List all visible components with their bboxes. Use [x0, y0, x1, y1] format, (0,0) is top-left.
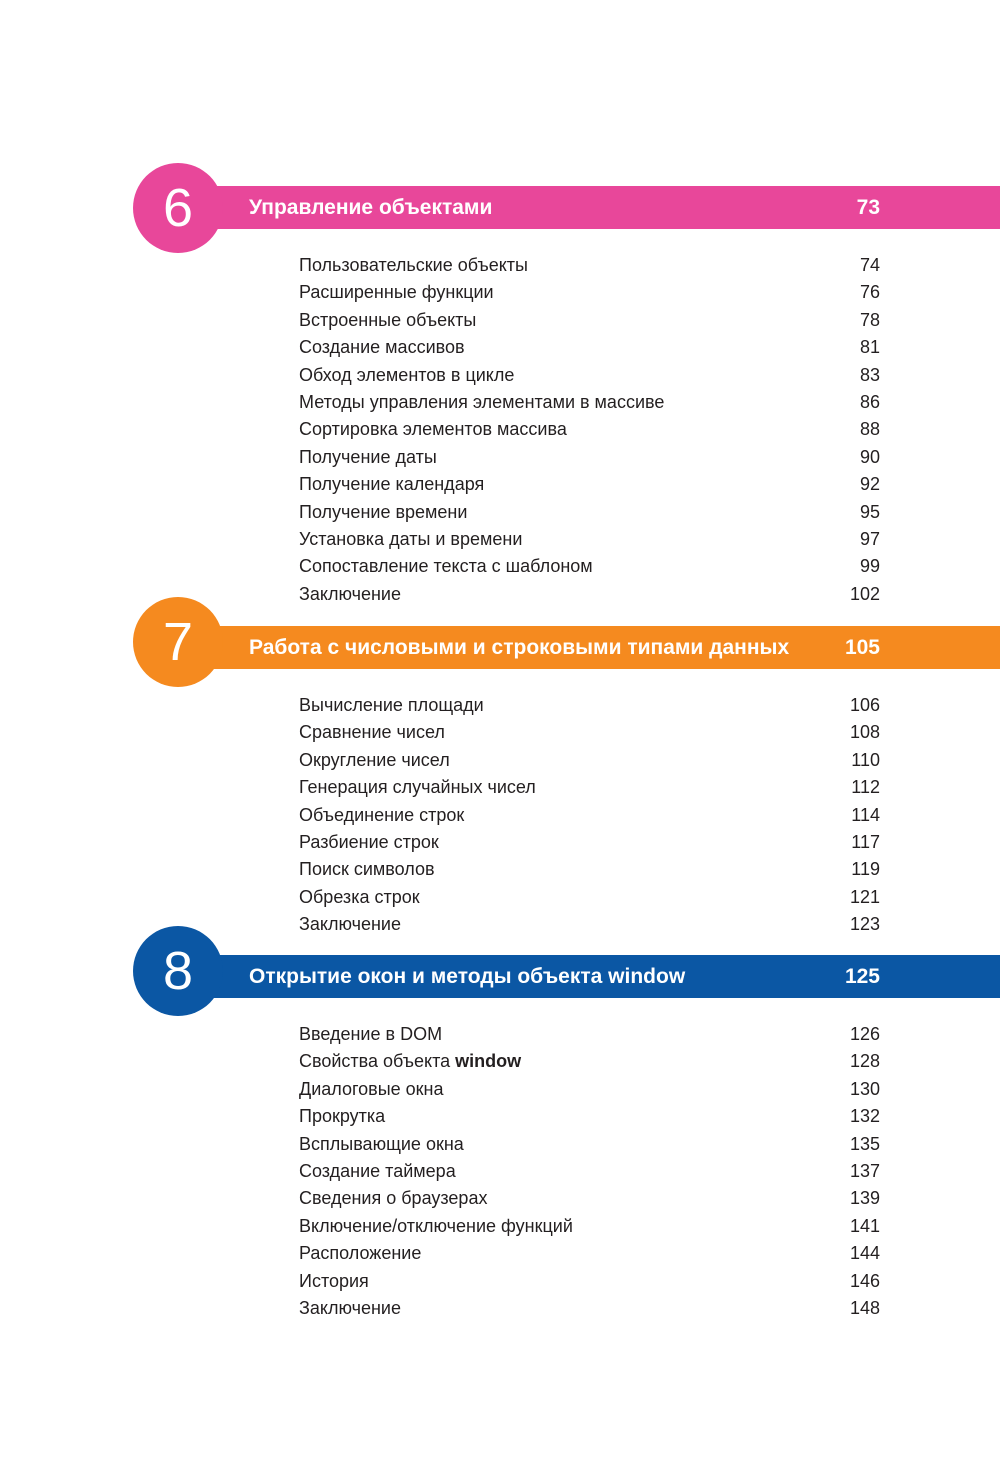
toc-entry[interactable]: [299, 526, 880, 553]
toc-entry[interactable]: [299, 1131, 880, 1158]
entry-page: 108: [849, 722, 880, 743]
toc-entry[interactable]: [299, 279, 880, 306]
entry-title: Создание массивов: [299, 337, 465, 358]
entry-title: Заключение: [299, 914, 401, 935]
entry-page: 88: [859, 419, 880, 440]
entry-page: 99: [859, 556, 880, 577]
toc-entry[interactable]: [299, 829, 880, 856]
entry-title: Методы управления элементами в массиве: [299, 391, 665, 412]
entry-page: 146: [849, 1270, 880, 1291]
toc-entry[interactable]: [299, 1021, 880, 1048]
entry-page: 119: [851, 859, 880, 880]
toc-entry[interactable]: [299, 444, 880, 471]
toc-entry[interactable]: [299, 1076, 880, 1103]
chapter-title[interactable]: Работа с числовыми и строковыми типами данных: [249, 636, 790, 659]
entry-title: Включение/отключение функций: [299, 1215, 573, 1236]
entry-title: Расположение: [299, 1243, 422, 1264]
entry-title: [299, 1048, 521, 1075]
entry-page: 135: [849, 1133, 880, 1154]
entry-title: Поиск символов: [299, 859, 435, 880]
entry-page: 132: [849, 1106, 880, 1127]
toc-entry[interactable]: [299, 362, 880, 389]
entry-page: 137: [849, 1160, 880, 1181]
toc-entry[interactable]: [299, 553, 880, 580]
toc-entry[interactable]: [299, 1240, 880, 1267]
entry-page: 144: [849, 1243, 880, 1264]
toc-entry[interactable]: [299, 802, 880, 829]
entry-title: Обрезка строк: [299, 886, 420, 907]
entry-title: Встроенные объекты: [299, 309, 477, 330]
entry-title: Заключение: [299, 1297, 401, 1318]
entry-title: Прокрутка: [299, 1106, 386, 1127]
entry-page: 106: [849, 695, 880, 715]
toc-entry[interactable]: [299, 252, 880, 279]
chapter-title[interactable]: Открытие окон и методы объекта window: [249, 965, 686, 988]
entry-title: Пользовательские объекты: [299, 255, 528, 275]
entry-page: 97: [859, 528, 880, 549]
entry-title-text: Свойства объекта: [299, 1051, 451, 1072]
toc-entry[interactable]: [299, 499, 880, 526]
entry-page: 76: [859, 282, 880, 303]
toc-entry[interactable]: [299, 884, 880, 911]
chapter-number-badge: 6: [133, 163, 223, 253]
toc-entry[interactable]: [299, 692, 880, 719]
toc-entry[interactable]: [299, 774, 880, 801]
chapter-page-number: 105: [844, 636, 880, 659]
toc-entry[interactable]: [299, 719, 880, 746]
entry-page: 123: [849, 914, 880, 935]
entry-page: 95: [859, 501, 880, 522]
toc-entry[interactable]: [299, 334, 880, 361]
entry-title: Сравнение чисел: [299, 722, 445, 743]
toc-entry[interactable]: [299, 1158, 880, 1185]
entry-title: Получение времени: [299, 501, 468, 522]
entry-title: Вычисление площади: [299, 695, 484, 715]
toc-entry[interactable]: [299, 1295, 880, 1322]
entry-title: Округление чисел: [299, 749, 450, 770]
chapter-7-entries: [299, 692, 880, 939]
entry-title: Введение в DOM: [299, 1024, 443, 1044]
toc-entry[interactable]: [299, 856, 880, 883]
entry-title: Объединение строк: [299, 804, 465, 825]
entry-page: 139: [849, 1188, 880, 1209]
entry-page: 92: [859, 474, 880, 495]
toc-entry[interactable]: [299, 1268, 880, 1295]
chapter-page-number: 73: [856, 196, 880, 219]
entry-title: Сортировка элементов массива: [299, 419, 567, 440]
entry-title: Установка даты и времени: [299, 528, 523, 549]
entry-title: Получение календаря: [299, 474, 485, 495]
entry-page: 141: [849, 1215, 880, 1236]
toc-entry[interactable]: [299, 1185, 880, 1212]
entry-title: Сведения о браузерах: [299, 1188, 488, 1209]
entry-title: Получение даты: [299, 446, 437, 467]
chapter-title[interactable]: Управление объектами: [249, 196, 493, 219]
entry-page: 121: [849, 886, 880, 907]
entry-page: 114: [851, 804, 880, 825]
entry-title: Расширенные функции: [299, 282, 494, 303]
entry-title: Заключение: [299, 583, 401, 604]
entry-page: 81: [859, 337, 880, 358]
chapter-number-badge: 8: [133, 926, 223, 1016]
entry-page: 130: [849, 1078, 880, 1099]
entry-page: 83: [859, 364, 880, 385]
entry-page: 90: [859, 446, 880, 467]
entry-page: 117: [851, 831, 880, 852]
entry-page: 74: [859, 255, 880, 275]
entry-page: 86: [859, 391, 880, 412]
toc-entry[interactable]: [299, 307, 880, 334]
chapter-page-number: 125: [844, 965, 880, 988]
entry-page: 128: [849, 1051, 880, 1072]
toc-entry[interactable]: [299, 1048, 880, 1075]
entry-title: Диалоговые окна: [299, 1078, 444, 1099]
entry-page: 148: [849, 1297, 880, 1318]
entry-title: Сопоставление текста с шаблоном: [299, 556, 593, 577]
entry-title: Генерация случайных чисел: [299, 777, 536, 798]
toc-entry[interactable]: [299, 389, 880, 416]
entry-title-keyword: window: [455, 1051, 522, 1072]
entry-title: Всплывающие окна: [299, 1133, 464, 1154]
chapter-6-entries: [299, 252, 880, 608]
toc-entry[interactable]: [299, 1213, 880, 1240]
toc-entry[interactable]: [299, 1103, 880, 1130]
entry-page: 102: [849, 583, 880, 604]
toc-entry[interactable]: [299, 581, 880, 608]
chapter-number-badge: 7: [133, 597, 223, 687]
entry-page: 78: [859, 309, 880, 330]
entry-page: 110: [851, 749, 880, 770]
toc-entry[interactable]: [299, 416, 880, 443]
entry-title: Создание таймера: [299, 1160, 456, 1181]
chapter-8-entries: [299, 1021, 880, 1322]
toc-entry[interactable]: [299, 911, 880, 938]
entry-title: Обход элементов в цикле: [299, 364, 515, 385]
entry-page: 112: [851, 777, 880, 798]
entry-page: 126: [849, 1024, 880, 1044]
toc-entry[interactable]: [299, 747, 880, 774]
entry-title: История: [299, 1270, 369, 1291]
entry-title: Разбиение строк: [299, 831, 439, 852]
toc-entry[interactable]: [299, 471, 880, 498]
